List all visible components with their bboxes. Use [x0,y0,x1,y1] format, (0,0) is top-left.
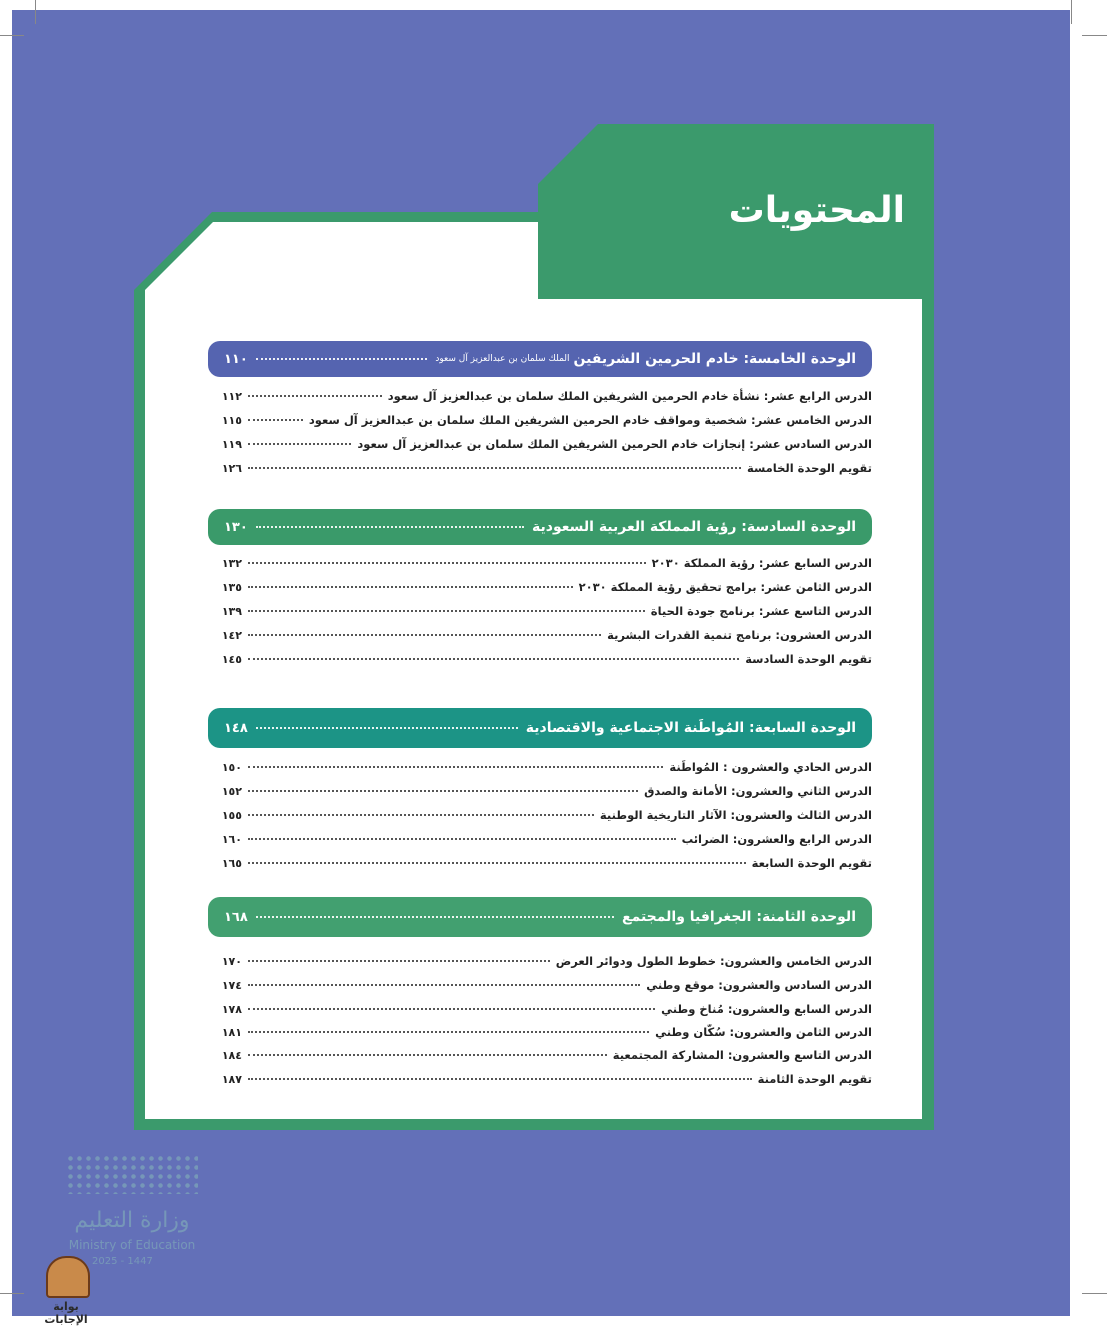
dot-leader [248,862,746,864]
lesson-title: الدرس الخامس عشر: شخصية ومواقف خادم الحرمين الشريفين الملك سلمان بن عبدالعزيز آل سعود [308,413,872,427]
unit-page-number: ١٣٠ [224,519,248,535]
lesson-title: الدرس التاسع والعشرون: المشاركة المجتمعية [612,1048,872,1062]
lesson-title: الدرس الرابع والعشرون: الضرائب [681,832,872,846]
toc-lesson-row[interactable] [222,781,872,801]
unit-subtitle: الملك سلمان بن عبدالعزيز آل سعود [435,354,570,364]
toc-lesson-row[interactable] [222,410,872,430]
lesson-title: الدرس الثاني والعشرون: الأمانة والصدق [644,784,872,798]
unit-header-5[interactable] [208,341,872,377]
toc-lesson-row[interactable] [222,386,872,406]
unit-header-6[interactable] [208,509,872,545]
dot-leader [248,984,640,986]
lesson-title: الدرس السادس والعشرون: موقع وطني [646,978,872,992]
lesson-page-number: ١٦٥ [221,856,242,870]
toc-lesson-row[interactable] [222,577,872,597]
dot-leader [248,1031,649,1033]
watermark-label: بوابة الإجابات [44,1300,88,1326]
lesson-page-number: ١٥٠ [221,760,242,774]
dot-leader [248,658,739,660]
dot-leader [248,838,676,840]
toc-lesson-row[interactable] [222,951,872,971]
toc-lesson-row[interactable] [222,1022,872,1042]
crop-mark [1071,0,1072,24]
lesson-page-number: ١١٩ [221,437,242,451]
lesson-title: تقويم الوحدة السادسة [745,652,872,666]
crop-mark [0,1293,24,1294]
unit-title: الوحدة الخامسة: خادم الحرمين الشريفين [573,351,856,367]
crop-mark [0,35,24,36]
lesson-title: الدرس السابع والعشرون: مُناخ وطني [661,1002,872,1016]
lesson-page-number: ١٥٥ [221,808,242,822]
toc-lesson-row[interactable] [222,975,872,995]
title-banner-notch [538,124,598,184]
dot-leader [248,790,638,792]
dot-leader [248,419,303,421]
toc-lesson-row[interactable] [222,805,872,825]
crop-mark [35,0,36,24]
dot-leader [248,960,550,962]
lesson-page-number: ١٥٢ [221,784,242,798]
toc-lesson-row[interactable] [222,553,872,573]
dot-leader [248,1078,752,1080]
lesson-page-number: ١٨٧ [221,1072,242,1086]
edition-year: 2025 - 1447 [92,1256,153,1267]
ministry-name-english: Ministry of Education [68,1238,196,1252]
unit-page-number: ١١٠ [224,351,248,367]
toc-lesson-row[interactable] [222,999,872,1019]
toc-lesson-row[interactable] [222,601,872,621]
lesson-title: الدرس التاسع عشر: برنامج جودة الحياة [650,604,872,618]
dot-leader [248,562,646,564]
lesson-page-number: ١١٢ [221,389,242,403]
lesson-title: تقويم الوحدة الثامنة [757,1072,872,1086]
lesson-page-number: ١٨١ [221,1025,242,1039]
dot-leader [248,467,741,469]
toc-lesson-row[interactable] [222,757,872,777]
dot-leader [248,443,351,445]
toc-lesson-row[interactable] [222,649,872,669]
lesson-title: تقويم الوحدة الخامسة [746,461,872,475]
ministry-logo-icon [66,1154,198,1194]
lesson-page-number: ١٧٤ [221,978,242,992]
lesson-title: الدرس الثالث والعشرون: الآثار التاريخية الوطنية [599,808,872,822]
dot-leader [248,610,645,612]
toc-lesson-row[interactable] [222,1045,872,1065]
ministry-name-arabic: وزارة التعليم [74,1208,190,1233]
unit-title: الوحدة الثامنة: الجغرافيا والمجتمع [622,909,856,925]
lesson-page-number: ١٣٥ [221,580,242,594]
unit-header-7[interactable] [208,708,872,748]
lesson-page-number: ١٦٠ [221,832,242,846]
toc-lesson-row[interactable] [222,1069,872,1089]
lesson-title: الدرس الخامس والعشرون: خطوط الطول ودوائر العرض [555,954,872,968]
mosque-icon [46,1256,90,1298]
dot-leader [248,1054,607,1056]
toc-lesson-row[interactable] [222,829,872,849]
lesson-page-number: ١٣٢ [221,556,242,570]
unit-title: الوحدة السادسة: رؤية المملكة العربية السعودية [532,519,856,535]
dot-leader [248,586,573,588]
lesson-page-number: ١٢٦ [221,461,242,475]
crop-mark [1082,1293,1107,1294]
lesson-title: الدرس السابع عشر: رؤية المملكة ٢٠٣٠ [651,556,872,570]
lesson-title: الدرس الثامن عشر: برامج تحقيق رؤية المملكة ٢٠٣٠ [578,580,872,594]
toc-lesson-row[interactable] [222,625,872,645]
lesson-page-number: ١٤٥ [221,652,242,666]
unit-page-number: ١٦٨ [224,909,248,925]
toc-lesson-row[interactable] [222,458,872,478]
toc-lesson-row[interactable] [222,853,872,873]
lesson-page-number: ١٧٠ [221,954,242,968]
lesson-page-number: ١٧٨ [221,1002,242,1016]
dot-leader [256,916,614,918]
page-title: المحتويات [728,190,905,231]
lesson-page-number: ١٨٤ [221,1048,242,1062]
lesson-title: الدرس الرابع عشر: نشأة خادم الحرمين الشريفين الملك سلمان بن عبدالعزيز آل سعود [387,389,872,403]
unit-page-number: ١٤٨ [224,720,248,736]
dot-leader [248,1008,655,1010]
crop-mark [1082,35,1107,36]
lesson-page-number: ١٣٩ [221,604,242,618]
toc-lesson-row[interactable] [222,434,872,454]
lesson-title: الدرس العشرون: برنامج تنمية القدرات البشرية [607,628,872,642]
lesson-page-number: ١١٥ [221,413,242,427]
dot-leader [248,395,382,397]
unit-header-8[interactable] [208,897,872,937]
dot-leader [248,814,594,816]
watermark-logo [30,1256,102,1326]
lesson-page-number: ١٤٢ [221,628,242,642]
lesson-title: الدرس السادس عشر: إنجازات خادم الحرمين الشريفين الملك سلمان بن عبدالعزيز آل سعود [357,437,872,451]
dot-leader [256,727,518,729]
dot-leader [256,526,524,528]
unit-title: الوحدة السابعة: المُواطَنة الاجتماعية والاقتصادية [525,720,856,736]
dot-leader [248,766,663,768]
lesson-title: الدرس الثامن والعشرون: سُكّان وطني [655,1025,872,1039]
lesson-title: الدرس الحادي والعشرون : المُواطَنة [669,760,872,774]
dot-leader [248,634,601,636]
lesson-title: تقويم الوحدة السابعة [751,856,872,870]
dot-leader [256,358,428,360]
